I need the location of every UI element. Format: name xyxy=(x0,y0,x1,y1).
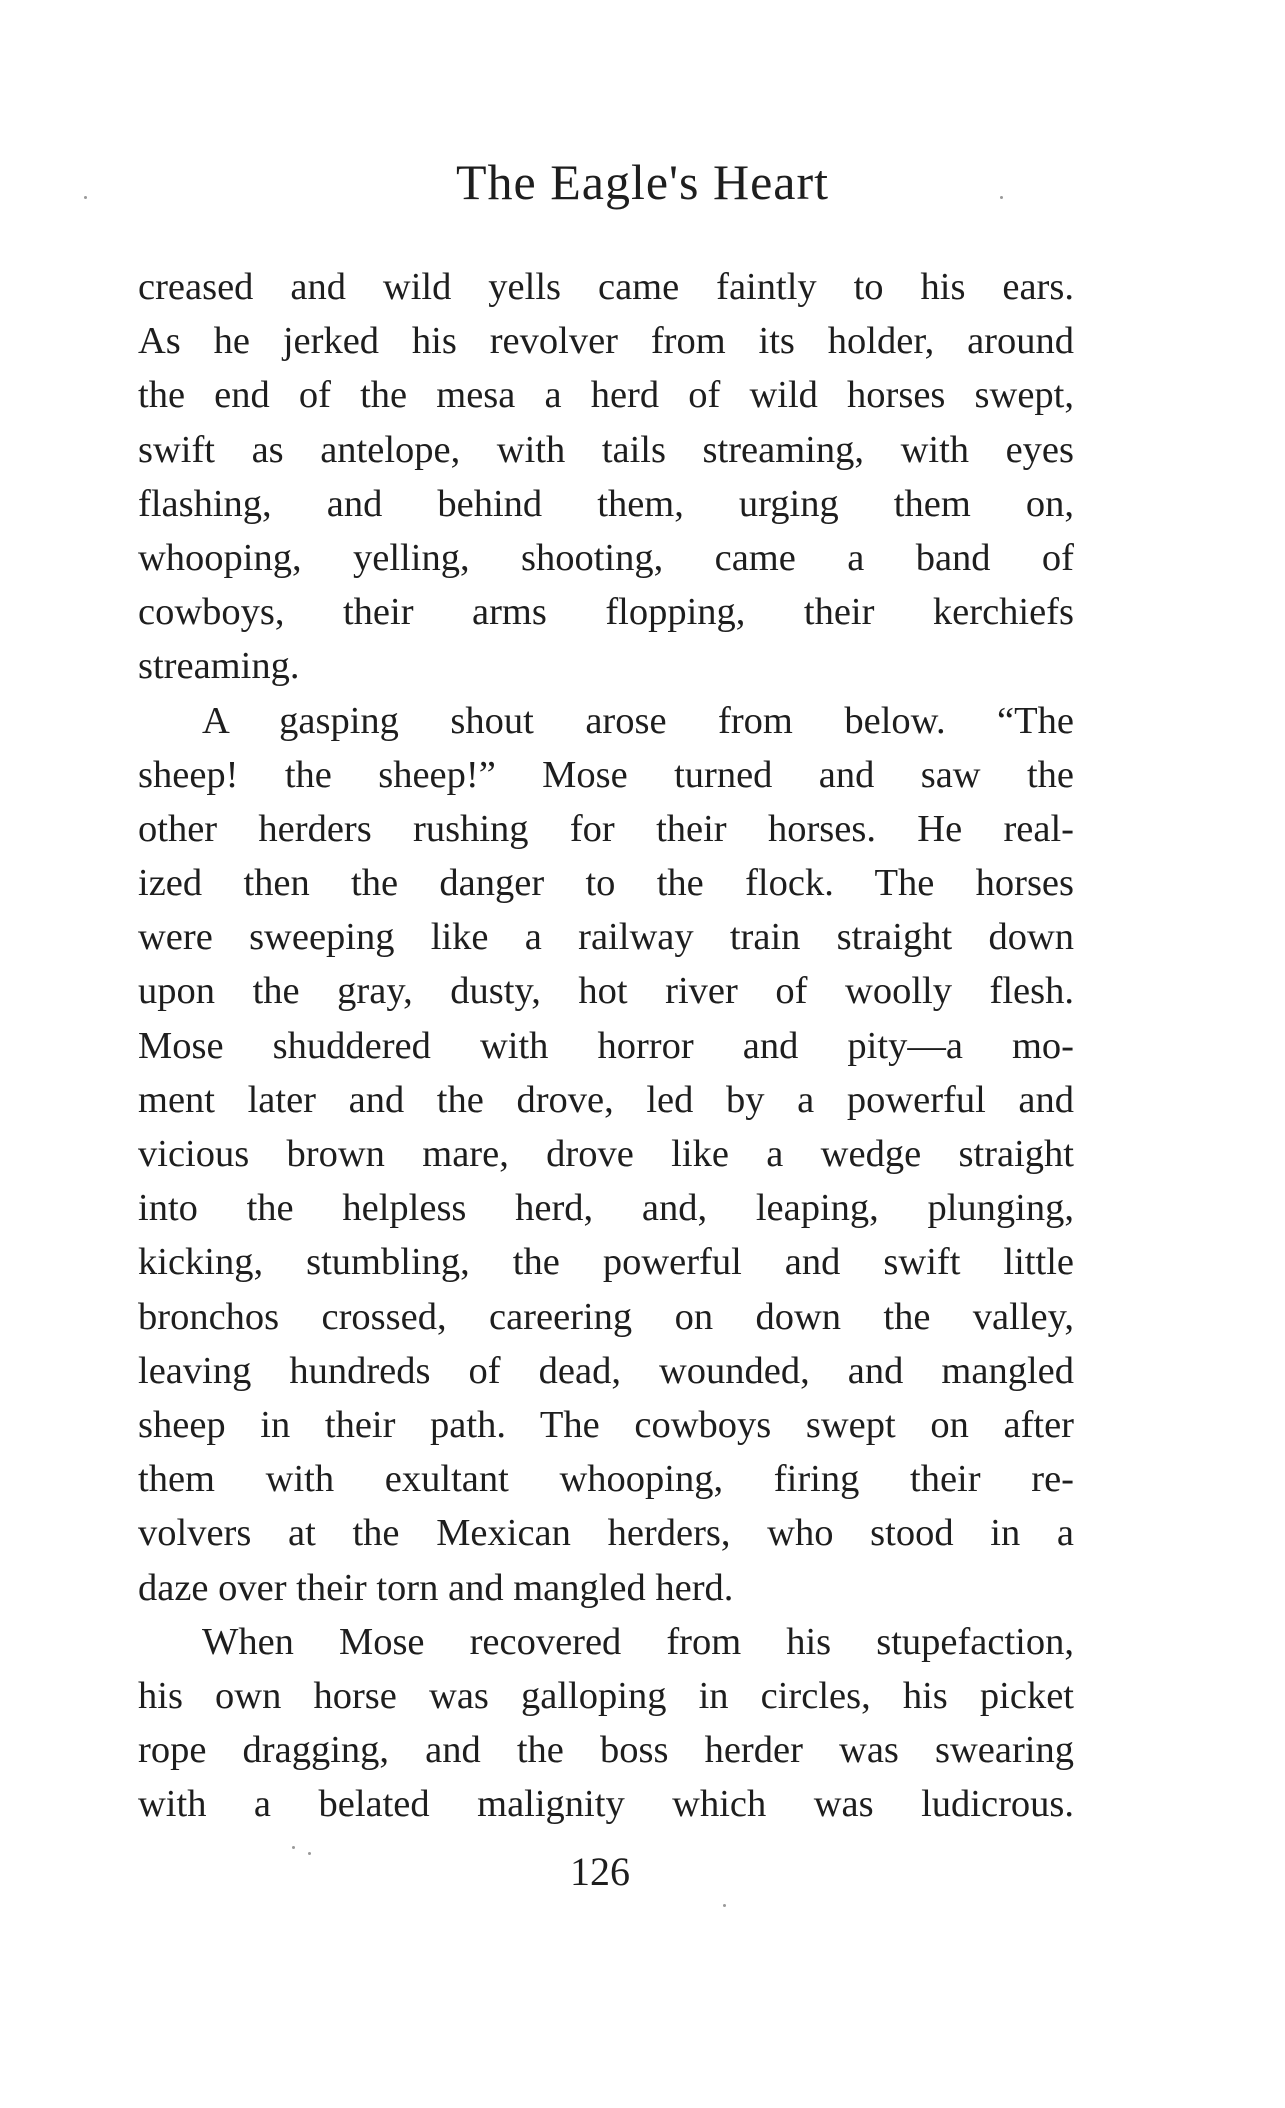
text-line: Mose shuddered with horror and pity—a mo- xyxy=(138,1024,1074,1067)
text-line: swift as antelope, with tails streaming, with eyes xyxy=(138,428,1074,471)
scan-speck xyxy=(292,1846,295,1849)
text-line: As he jerked his revolver from its holder, around xyxy=(138,320,1074,363)
text-line: leaving hundreds of dead, wounded, and mangled xyxy=(138,1349,1074,1392)
text-line: rope dragging, and the boss herder was swearing xyxy=(138,1729,1074,1772)
scan-speck xyxy=(723,1904,726,1907)
text-line: other herders rushing for their horses. He real- xyxy=(138,807,1074,850)
text-line: bronchos crossed, careering on down the valley, xyxy=(138,1295,1074,1338)
text-line: ment later and the drove, led by a powerful and xyxy=(138,1078,1074,1121)
text-line: with a belated malignity which was ludicrous. xyxy=(138,1783,1074,1826)
text-line: creased and wild yells came faintly to his ears. xyxy=(138,266,1074,308)
running-head: The Eagle's Heart xyxy=(455,154,830,210)
text-line: ized then the danger to the flock. The horses xyxy=(138,862,1074,905)
text-line: sheep! the sheep!” Mose turned and saw the xyxy=(138,753,1074,796)
text-line: were sweeping like a railway train straight down xyxy=(138,916,1074,959)
scan-speck xyxy=(84,196,87,199)
text-line: his own horse was galloping in circles, his picket xyxy=(138,1674,1074,1717)
text-line: daze over their torn and mangled herd. xyxy=(138,1566,734,1609)
scan-speck xyxy=(308,1852,311,1855)
text-line: volvers at the Mexican herders, who stood in a xyxy=(138,1512,1074,1555)
text-line: them with exultant whooping, firing their re- xyxy=(138,1458,1074,1501)
text-line: into the helpless herd, and, leaping, plunging, xyxy=(138,1187,1074,1230)
text-line: vicious brown mare, drove like a wedge straight xyxy=(138,1133,1074,1175)
text-line: When Mose recovered from his stupefaction, xyxy=(202,1620,1074,1663)
page-number: 126 xyxy=(570,1849,630,1894)
text-line: whooping, yelling, shooting, came a band of xyxy=(138,536,1074,579)
body-text xyxy=(138,260,1074,1831)
text-line: sheep in their path. The cowboys swept on after xyxy=(138,1403,1074,1446)
text-line: the end of the mesa a herd of wild horses swept, xyxy=(138,374,1074,417)
text-line: upon the gray, dusty, hot river of woolly flesh. xyxy=(138,970,1074,1013)
text-line: streaming. xyxy=(138,645,300,688)
text-line: A gasping shout arose from below. “The xyxy=(202,699,1074,742)
scan-speck xyxy=(1000,196,1003,199)
text-line: kicking, stumbling, the powerful and swift little xyxy=(138,1241,1074,1284)
text-line: cowboys, their arms flopping, their kerchiefs xyxy=(138,591,1074,634)
text-line: flashing, and behind them, urging them on, xyxy=(138,482,1074,525)
